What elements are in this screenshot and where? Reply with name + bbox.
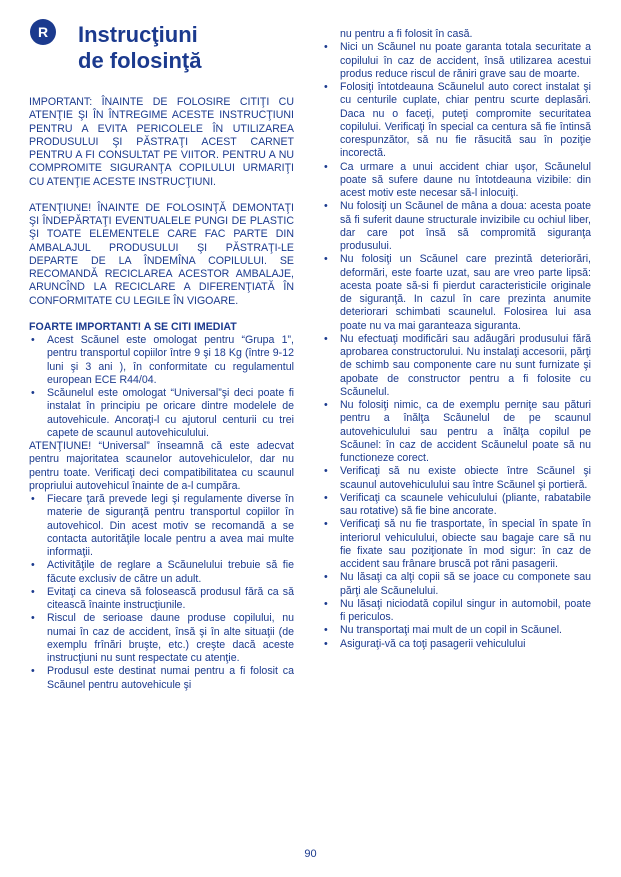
very-important-heading: FOARTE IMPORTANT! A SE CITI IMEDIAT	[29, 320, 237, 333]
language-badge: R	[30, 19, 56, 45]
list-item: • Nici un Scăunel nu poate garanta totala securitate a copilului în caz de accident, însă utilizarea acestui produs reduce riscul de răniri grave sau de moarte.	[324, 41, 591, 80]
list-item: • Ca urmare a unui accident chiar uşor, Scăunelul poate să sufere daune nu întotdeauna vizibile: din acest motiv este necesar să-l inlocuiţi.	[324, 160, 591, 199]
title-line-2: de folosinţă	[78, 48, 202, 73]
bullet-icon: •	[31, 559, 35, 572]
page-title	[78, 22, 201, 74]
bullet-icon: •	[31, 665, 35, 678]
bullet-list-a	[29, 334, 294, 440]
bullet-icon: •	[324, 624, 328, 637]
bullet-icon: •	[324, 160, 328, 173]
list-item: • Scăunelul este omologat “Universal”şi deci poate fi instalat în principiu pe oricare dintre modelele de autovehicule. Ancoraţi-l cu ajutorul centurii cu trei capete de scaunul autovehiculului.	[31, 387, 294, 439]
bullet-icon: •	[324, 637, 328, 650]
continuation-text: nu pentru a fi folosit în casă.	[340, 28, 473, 40]
bullet-icon: •	[31, 612, 35, 625]
bullet-icon: •	[324, 253, 328, 266]
left-column	[29, 96, 294, 692]
universal-paragraph: ATENŢIUNE! “Universal” înseamnă că este adecvat pentru majoritatea scaunelor autovehiculelor, dar nu pentru toate. Verificaţi deci compatibilitatea cu scaunul propriului autovehicul înainte de a-l cumpăra.	[29, 440, 294, 492]
right-column	[322, 28, 591, 651]
list-item: • Nu folosiţi nimic, ca de exemplu perniţe sau pături pentru a înălţa Scăunelul de pe scaunul autovehiculului sau pentru a înălţa copilul pe Scăunel: în caz de accident Scăunelul poate să nu functioneze corect.	[324, 399, 591, 464]
list-item: • Nu folosiţi un Scăunel care prezintă deteriorări, deformări, este foarte uzat, sau are vreo parte lipsă: acesta poate să-si fi pierdut caracteristicile originale de siguranţă. In cazul în care prezinta anumite deteriorari schimbati scaunelul. Folosirea lui asa poate nu va mai garanteaza siguranta.	[324, 253, 591, 332]
list-item: • Verificaţi să nu fie trasportate, în special în spate în interiorul vehiculului, obiecte sau bagaje care să nu fie fixate sau poziţionate în mod sigur: în caz de accident sau frânare bruscă pot răni pasagerii.	[324, 518, 591, 570]
page-number: 90	[304, 848, 317, 860]
bullet-icon: •	[324, 597, 328, 610]
attention-paragraph: ATENŢIUNE! ÎNAINTE DE FOLOSINŢĂ DEMONTAŢI ŞI ÎNDEPĂRTAŢI EVENTUALELE PUNGI DE PLASTIC ŞI TOATE ELEMENTELE CARE FAC PARTE DIN AMBALAJUL PRODUSULUI ŞI PĂSTRAŢI-LE DEPARTE DE LA ÎNDEMÎNA COPILULUI. SE RECOMANDĂ RECICLAREA ACESTOR AMBALAJE, ARUNCÎND LA RECICLARE A DIFERENŢIATĂ ÎN CONFORMITATE CU LEGILE ÎN VIGOARE.	[29, 201, 294, 307]
bullet-icon: •	[31, 334, 35, 346]
list-item: • Produsul este destinat numai pentru a fi folosit ca Scăunel pentru autovehicule şi	[31, 665, 294, 691]
title-line-1: Instrucţiuni	[78, 22, 198, 47]
bullet-list-b	[29, 493, 294, 692]
list-item: • Folosiţi întotdeauna Scăunelul auto corect instalat şi cu centurile cuplate, chiar pentru scurte deplasări. Daca nu o faceţi, puteţi compromite securitatea copilului. Verificaţi în special ca centura să fie întinsă corespunzător, să nu fie răsucită sau în poziţie incorectă.	[324, 81, 591, 160]
important-paragraph: IMPORTANT: ÎNAINTE DE FOLOSIRE CITIŢI CU ATENŢIE ŞI ÎN ÎNTREGIME ACESTE INSTRUCŢIUNI PENTRU A EVITA PERICOLELE ÎN UTILIZAREA PRODUSULUI ŞI PĂSTRAŢI ACEST CARNET PENTRU A FI CONSULTAT PE VIITOR. PENTRU A NU COMPROMITE SIGURANŢA COPILULUI URMARIŢI CU ATENŢIE ACESTE INSTRUCŢIUNI.	[29, 96, 294, 188]
list-item: • Nu folosiţi un Scăunel de mâna a doua: acesta poate să fi suferit daune structurale invizibile cu ochiul liber, dar care pot însă să compromită siguranţa produsului.	[324, 200, 591, 252]
bullet-icon: •	[324, 332, 328, 345]
list-item: • Asiguraţi-vă ca toţi pasagerii vehiculului	[324, 637, 526, 650]
bullet-icon: •	[31, 585, 35, 598]
list-item: • Verificaţi ca scaunele vehiculului (pliante, rabatabile sau rotative) să fie bine ancorate.	[324, 491, 591, 517]
list-item: • Evitaţi ca cineva să folosească produsul fără ca să citească înainte instrucţiunile.	[31, 585, 294, 611]
list-item: • Nu efectuaţi modificări sau adăugări produsului fără aprobarea constructorului. Nu instalaţi accesorii, părţi de schimb sau componente care nu sunt furnizate şi apobate de constructor pentru a fi folosite cu Scăunelul.	[324, 332, 591, 398]
bullet-list-right	[322, 41, 591, 651]
list-item: • Nu lăsaţi niciodată copilul singur in automobil, poate fi periculos.	[324, 597, 591, 623]
list-item: • Nu transportaţi mai mult de un copil in Scăunel.	[324, 624, 562, 637]
bullet-icon: •	[324, 465, 328, 478]
bullet-icon: •	[324, 200, 328, 213]
bullet-icon: •	[324, 491, 328, 504]
list-item: • Fiecare ţară prevede legi şi regulamente diverse în materie de siguranţă pentru transportul copiilor în autovehicol. Din acest motiv se recomandă a se contacta autorităţile locale pentru a avea mai multe informaţii.	[31, 493, 294, 558]
bullet-icon: •	[324, 81, 328, 93]
bullet-icon: •	[31, 387, 35, 399]
list-item: • Verificaţi să nu existe obiecte între Scăunel şi scaunul autovehiculului sau între Scăunel şi portieră.	[324, 465, 591, 491]
list-item: • Nu lăsaţi ca alţi copii să se joace cu componete sau părţi ale Scăunelului.	[324, 571, 591, 597]
bullet-icon: •	[324, 571, 328, 584]
list-item: • Acest Scăunel este omologat pentru “Grupa 1”, pentru transportul copiilor între 9 şi 18 Kg (între 9-12 luni şi 3 ani ), în conformitate cu regulamentul european ECE R44/04.	[31, 334, 294, 386]
bullet-icon: •	[324, 41, 328, 54]
list-item: • Riscul de serioase daune produse copilului, nu numai în caz de accident, însă şi în alte situaţii (de exemplu frînări bruşte, etc.) creşte dacă aceste instrucţiuni nu sunt respectate cu atenţie.	[31, 612, 294, 664]
bullet-icon: •	[324, 518, 328, 531]
bullet-icon: •	[324, 399, 328, 411]
list-item: • Activităţile de reglare a Scăunelului trebuie să fie făcute exclusiv de către un adult.	[31, 559, 294, 585]
bullet-icon: •	[31, 493, 35, 505]
